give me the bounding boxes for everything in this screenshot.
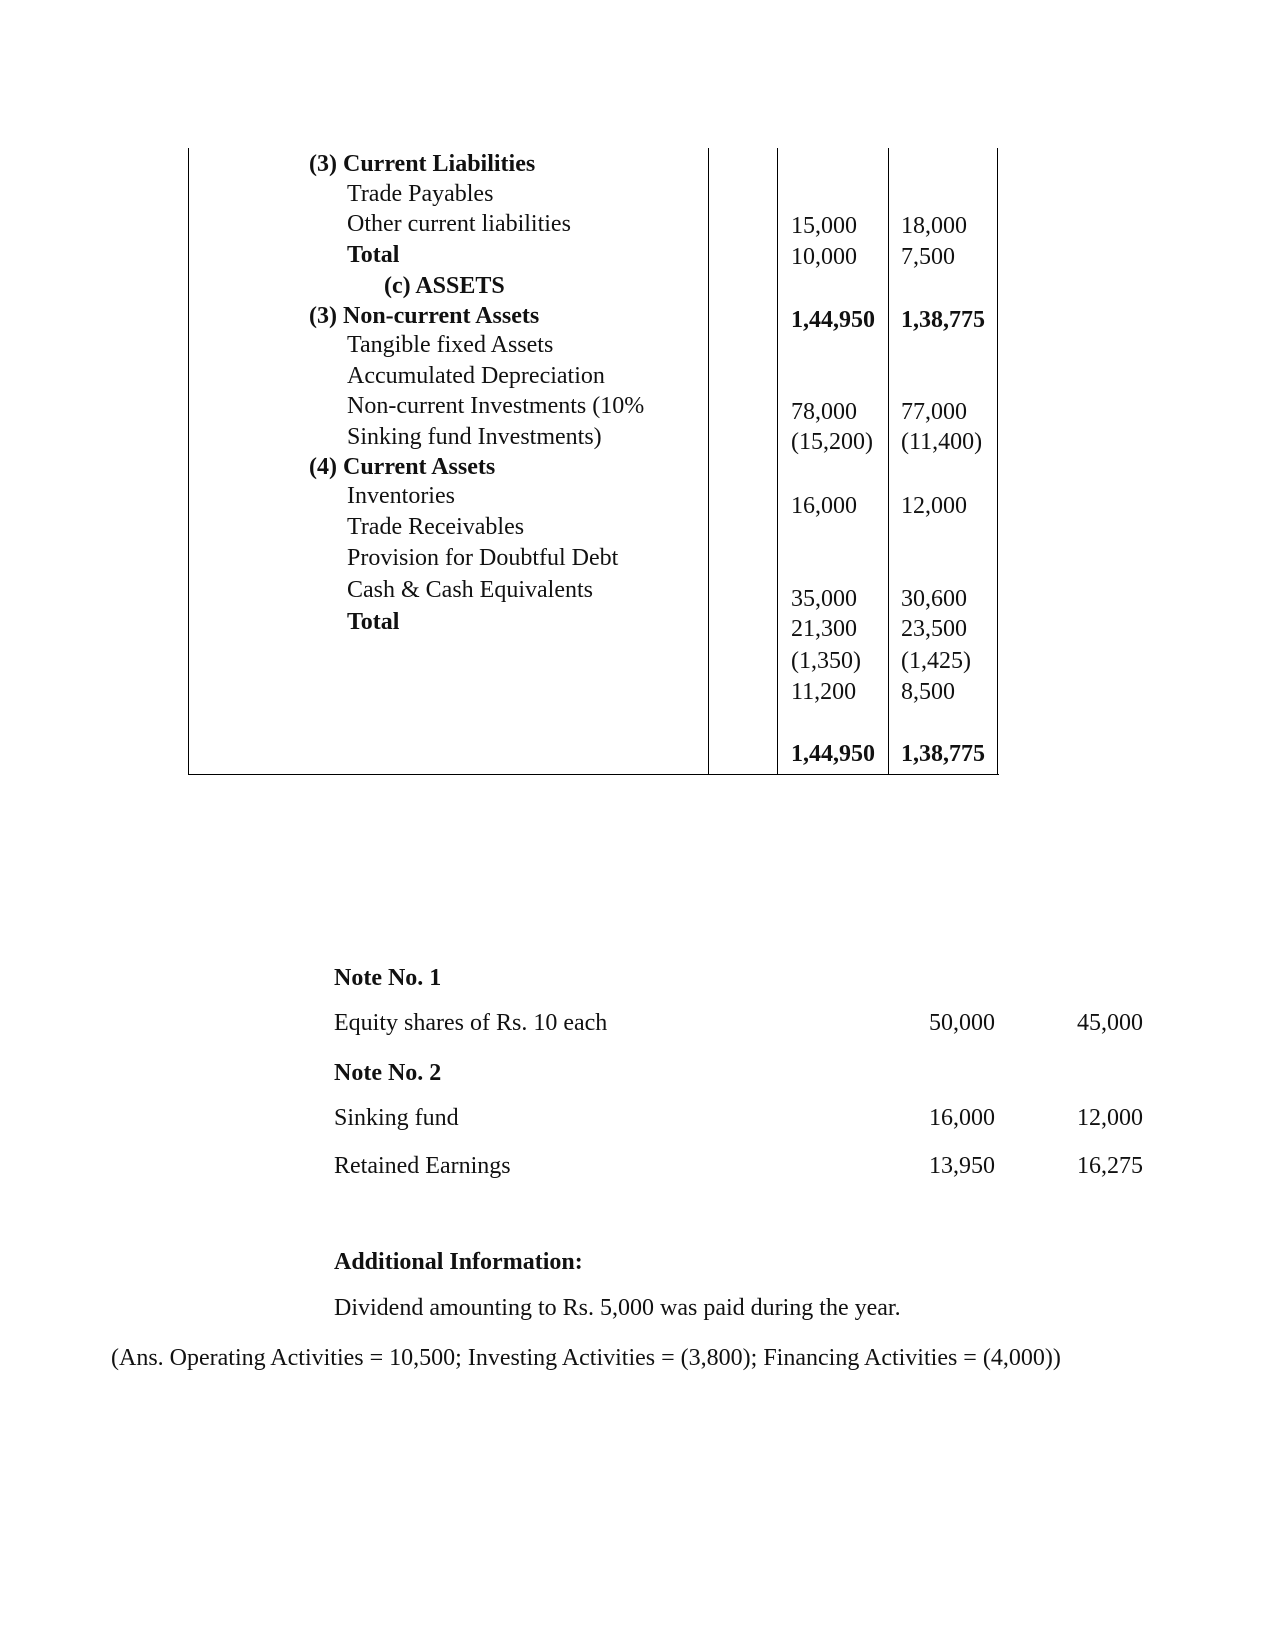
col2-investments: 12,000 <box>901 493 967 519</box>
col1-provision: (1,350) <box>791 648 861 674</box>
col2-inventories: 30,600 <box>901 586 967 612</box>
answer-text: (Ans. Operating Activities = 10,500; Investing Activities = (3,800); Financing Activities = (4,000)) <box>111 1345 1061 1371</box>
col1-trade-payables: 15,000 <box>791 213 857 239</box>
col1-cash: 11,200 <box>791 679 857 705</box>
col2-other-current-liabilities: 7,500 <box>901 244 955 270</box>
dividend-text: Dividend amounting to Rs. 5,000 was paid during the year. <box>334 1295 901 1321</box>
col1-receivables: 21,300 <box>791 616 857 642</box>
total-label-2: Total <box>347 609 400 635</box>
col1-total: 1,44,950 <box>791 307 875 333</box>
col1-grand-total: 1,44,950 <box>791 741 875 767</box>
additional-information-heading: Additional Information: <box>334 1249 583 1275</box>
provision-doubtful-debt-label: Provision for Doubtful Debt <box>347 545 619 571</box>
tangible-fixed-assets-label: Tangible fixed Assets <box>347 332 554 358</box>
sinking-fund-value-2: 12,000 <box>1077 1105 1143 1131</box>
non-current-investments-label: Non-current Investments (10% <box>347 393 645 419</box>
total-label-1: Total <box>347 242 400 268</box>
col2-receivables: 23,500 <box>901 616 967 642</box>
table-divider-col2 <box>888 148 889 775</box>
retained-earnings-value-2: 16,275 <box>1077 1153 1143 1179</box>
sinking-fund-label: Sinking fund <box>334 1105 459 1131</box>
sinking-fund-investments-label: Sinking fund Investments) <box>347 424 602 450</box>
current-assets-heading: (4) Current Assets <box>309 454 496 480</box>
col2-tangible: 77,000 <box>901 399 967 425</box>
retained-earnings-label: Retained Earnings <box>334 1153 511 1179</box>
col2-grand-total: 1,38,775 <box>901 741 985 767</box>
accumulated-depreciation-label: Accumulated Depreciation <box>347 363 605 389</box>
col1-inventories: 35,000 <box>791 586 857 612</box>
note-2-heading: Note No. 2 <box>334 1060 442 1086</box>
note-1-heading: Note No. 1 <box>334 965 442 991</box>
col2-total: 1,38,775 <box>901 307 985 333</box>
col2-provision: (1,425) <box>901 648 971 674</box>
table-divider-notes <box>708 148 709 775</box>
col1-tangible: 78,000 <box>791 399 857 425</box>
equity-shares-label: Equity shares of Rs. 10 each <box>334 1010 608 1036</box>
trade-payables-label: Trade Payables <box>347 181 494 207</box>
col1-investments: 16,000 <box>791 493 857 519</box>
table-left-border <box>188 148 189 775</box>
current-liabilities-heading: (3) Current Liabilities <box>309 151 536 177</box>
retained-earnings-value-1: 13,950 <box>929 1153 995 1179</box>
inventories-label: Inventories <box>347 483 455 509</box>
col1-other-current-liabilities: 10,000 <box>791 244 857 270</box>
non-current-assets-heading: (3) Non-current Assets <box>309 303 540 329</box>
equity-value-1: 50,000 <box>929 1010 995 1036</box>
cash-equivalents-label: Cash & Cash Equivalents <box>347 577 593 603</box>
col2-trade-payables: 18,000 <box>901 213 967 239</box>
col2-depreciation: (11,400) <box>901 429 983 455</box>
trade-receivables-label: Trade Receivables <box>347 514 525 540</box>
table-bottom-border <box>189 774 999 775</box>
col1-depreciation: (15,200) <box>791 429 873 455</box>
equity-value-2: 45,000 <box>1077 1010 1143 1036</box>
other-current-liabilities-label: Other current liabilities <box>347 211 571 237</box>
table-divider-col1 <box>777 148 778 775</box>
assets-heading: (c) ASSETS <box>384 273 505 299</box>
table-right-border <box>997 148 998 775</box>
col2-cash: 8,500 <box>901 679 955 705</box>
sinking-fund-value-1: 16,000 <box>929 1105 995 1131</box>
